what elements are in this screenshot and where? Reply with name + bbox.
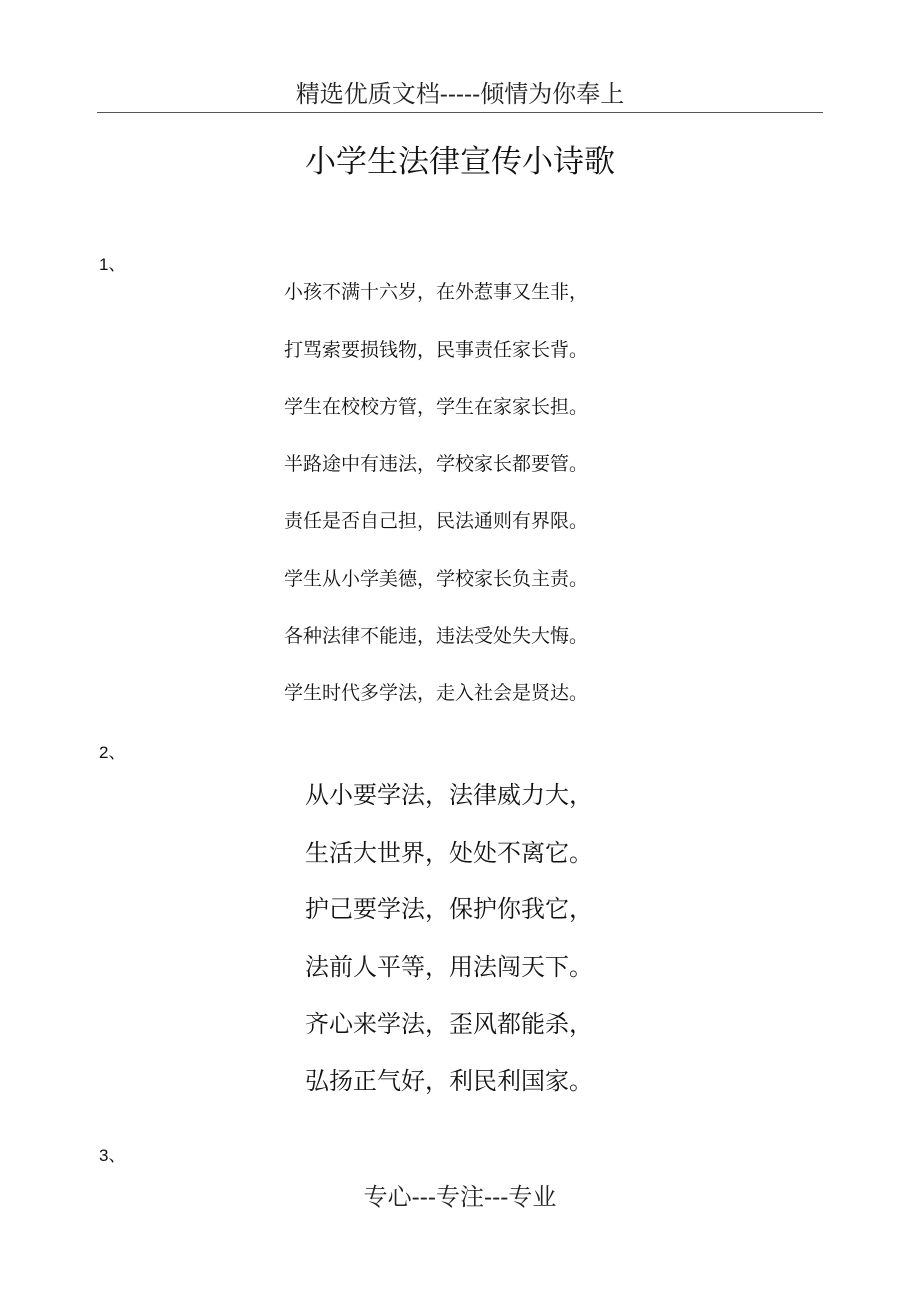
poem-1-line-8: 学生时代多学法，走入社会是贤达。 — [284, 682, 589, 704]
section-number-1: 1、 — [99, 255, 126, 274]
poem-2-line-3: 护己要学法，保护你我它， — [305, 895, 593, 923]
poem-1-line-6: 学生从小学美德，学校家长负主责。 — [284, 568, 589, 590]
poem-1-line-7: 各种法律不能违，违法受处失大悔。 — [284, 625, 589, 647]
poem-2-line-1: 从小要学法，法律威力大， — [305, 781, 593, 809]
poem-1-line-3: 学生在校校方管，学生在家家长担。 — [284, 396, 589, 418]
poem-2-line-6: 弘扬正气好，利民利国家。 — [305, 1067, 593, 1095]
section-number-3: 3、 — [99, 1146, 126, 1165]
document-title: 小学生法律宣传小诗歌 — [305, 144, 615, 180]
poem-1-line-5: 责任是否自己担，民法通则有界限。 — [284, 510, 589, 532]
poem-2-line-4: 法前人平等，用法闯天下。 — [305, 953, 593, 981]
page-footer: 专心---专注---专业 — [363, 1183, 557, 1211]
poem-2-line-5: 齐心来学法，歪风都能杀， — [305, 1010, 593, 1038]
poem-1-line-2: 打骂索要损钱物，民事责任家长背。 — [284, 339, 589, 361]
poem-2-line-2: 生活大世界，处处不离它。 — [305, 839, 593, 867]
section-number-2: 2、 — [99, 743, 126, 762]
page-header: 精选优质文档-----倾情为你奉上 — [97, 76, 823, 113]
poem-1-line-4: 半路途中有违法，学校家长都要管。 — [284, 453, 589, 475]
poem-1-line-1: 小孩不满十六岁，在外惹事又生非， — [284, 281, 589, 303]
